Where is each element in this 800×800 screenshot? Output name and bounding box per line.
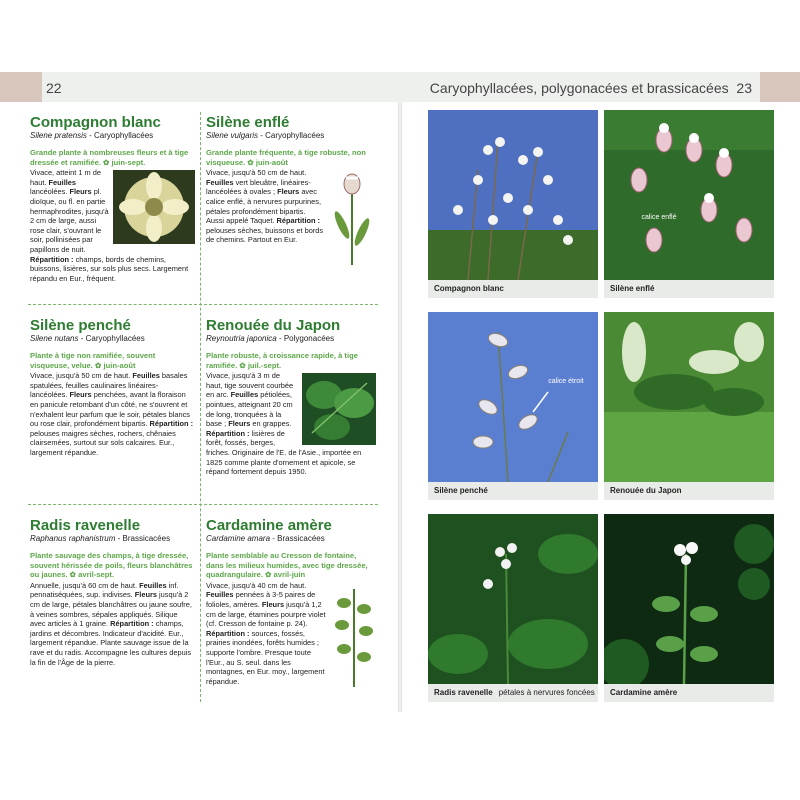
species-entry-silene-penche — [30, 317, 195, 458]
photo-caption: Compagnon blanc — [428, 280, 598, 298]
page-tab-left — [0, 72, 42, 102]
photo-silene-enfle — [604, 110, 774, 280]
family-name: - Caryophyllacées — [86, 131, 154, 140]
species-name: Cardamine amère — [206, 517, 332, 534]
page-number-right: 23 — [736, 80, 752, 96]
species-name: Renouée du Japon — [206, 317, 341, 334]
row-divider — [28, 304, 378, 305]
scientific-name: Silene vulgaris — [206, 131, 259, 140]
species-name: Compagnon blanc — [30, 114, 161, 131]
species-description: Vivace, jusqu'à 3 m de haut, tige souvent courbée en arc. Feuilles pétiolées, pointues, atteignant 20 cm de long, tronquées à la base ; Fleurs en grappes. Répartition : lisières de forêt, fossés, berges, friches. Originaire de l'E. de l'Asie., importée en 1825 comme plante d'ornement et apicole, se répand fortement depuis 1950. — [206, 371, 376, 477]
book-gutter — [398, 102, 402, 712]
species-summary: Plante sauvage des champs, à tige dressée, souvent hérissée de poils, fleurs blanchâtres ou jaunes. ✿ avril-sept. — [30, 551, 193, 580]
family-name: - Polygonacées — [276, 334, 335, 343]
species-name: Silène enflé — [206, 114, 290, 131]
species-name: Radis ravenelle — [30, 517, 141, 534]
scientific-name: Raphanus raphanistrum — [30, 534, 116, 543]
species-entry-renouee-du-japon — [206, 317, 376, 477]
family-name: - Caryophyllacées — [258, 131, 325, 140]
page-number-left: 22 — [46, 80, 62, 96]
species-summary: Plante semblable au Cresson de fontaine, dans les milieux humides, avec tige dressée, quadrangulaire. ✿ avril-juin — [206, 551, 368, 580]
photo-caption: Radis ravenelle pétales à nervures foncées — [428, 684, 598, 702]
scientific-name: Silene nutans — [30, 334, 79, 343]
flower-closeup-illustration — [113, 170, 195, 244]
species-description: Vivace, atteint 1 m de haut. Feuilles lancéolées. Fleurs pl. dioïque, ou fl. en partie hermaphrodites, jusqu'à 2 cm de large, aussi rose clair, s'ouvrant le soir, pollinisées par papillons de nuit. Répartition : champs, bords de chemins, buissons, lisières, sur sols plus secs. Largement répandu en Eur., fréquent. — [30, 168, 195, 283]
species-description: Vivace, jusqu'à 50 cm de haut. Feuilles vert bleuâtre, linéaires-lancéolées à ovales ; Fleurs avec calice enflé, à nervures purpurines, pétales profondément bipartis. Aussi appelé Taquet. Répartition : pelouses sèches, buissons et bords de chemins. Partout en Eur. — [206, 168, 376, 245]
species-summary: Plante à tige non ramifiée, souvent visqueuse, velue. ✿ juin-août — [30, 351, 156, 370]
family-name: - Brassicacées — [115, 534, 171, 543]
photo-cardamine-amere — [604, 514, 774, 684]
photo-annotation: calice étroit — [548, 378, 584, 385]
leaf-photo-thumbnail — [302, 373, 376, 445]
species-description: Vivace, jusqu'à 50 cm de haut. Feuilles basales spatulées, feuilles caulinaires linéaires-lancéolées. Fleurs penchées, avant la floraison en panicule retombant d'un côté, ne s'ouvrent et n'exhalent leur parfum que le soir, pétales blancs ou rose clair, profondément bipartis. Répartition : pelouses maigres sèches, rochers, chênaies clairsemées, surtout sur sols calcaires. Eur., largement répandue. — [30, 371, 194, 457]
species-summary: Plante robuste, à croissance rapide, à tige ramifiée. ✿ juil.-sept. — [206, 351, 358, 370]
column-divider — [200, 112, 201, 702]
species-summary: Grande plante fréquente, à tige robuste, non visqueuse. ✿ juin-août — [206, 148, 366, 167]
species-entry-cardamine-amere — [206, 517, 376, 689]
family-name: - Brassicacées — [270, 534, 325, 543]
photo-caption: Silène penché — [428, 482, 598, 500]
species-summary: Grande plante à nombreuses fleurs et à tige dressée et ramifiée. ✿ juin-sept. — [30, 148, 189, 167]
photo-compagnon-blanc — [428, 110, 598, 280]
book-spread — [0, 72, 800, 712]
scientific-name: Reynoutria japonica — [206, 334, 277, 343]
photo-caption: Cardamine amère — [604, 684, 774, 702]
plant-illustration — [328, 170, 376, 266]
photo-caption: Silène enflé — [604, 280, 774, 298]
species-entry-radis-ravenelle — [30, 517, 195, 667]
header-bar — [0, 72, 800, 102]
species-entry-compagnon-blanc — [30, 114, 195, 283]
species-entry-silene-enfle — [206, 114, 376, 268]
scientific-name: Cardamine amara — [206, 534, 271, 543]
species-name: Silène penché — [30, 317, 131, 334]
running-head: Caryophyllacées, polygonacées et brassicacées 23 — [429, 80, 752, 96]
row-divider — [28, 504, 378, 505]
page-tab-right — [760, 72, 800, 102]
photo-renouee-du-japon — [604, 312, 774, 482]
photo-radis-ravenelle — [428, 514, 598, 684]
family-name: - Caryophyllacées — [78, 334, 145, 343]
species-description: Vivace, jusqu'à 40 cm de haut. Feuilles pennées à 3-5 paires de folioles, amères. Fleurs jusqu'à 1,2 cm de large, étamines pourpre violet (cf. Cresson de fontaine p. 24). Répartition : sources, fossés, prairies inondées, forêts humides ; supporte l'ombre. Presque toute l'Eur., au S. seul. dans les montagnes, en Eur. moy., largement répandue. — [206, 581, 376, 687]
photo-silene-penche — [428, 312, 598, 482]
scientific-name: Silene pratensis — [30, 131, 87, 140]
plant-illustration — [332, 583, 376, 687]
photo-caption: Renouée du Japon — [604, 482, 774, 500]
species-description: Annuelle, jusqu'à 60 cm de haut. Feuilles inf. pennatiséquées, sup. indivises. Fleurs jusqu'à 2 cm de large, pétales blanchâtres ou jaune soufre, à veines sombres, sépales appliqués. Silique avec articles à 1 graine. Répartition : champs, jardins et décombres. Indicateur d'acidité. Eur., largement répandue. Plante sauvage issue de la rave et du radis. Accompagne les cultures depuis la fin de l'Âge de la pierre. — [30, 580, 192, 667]
photo-annotation: calice enflé — [641, 214, 677, 221]
